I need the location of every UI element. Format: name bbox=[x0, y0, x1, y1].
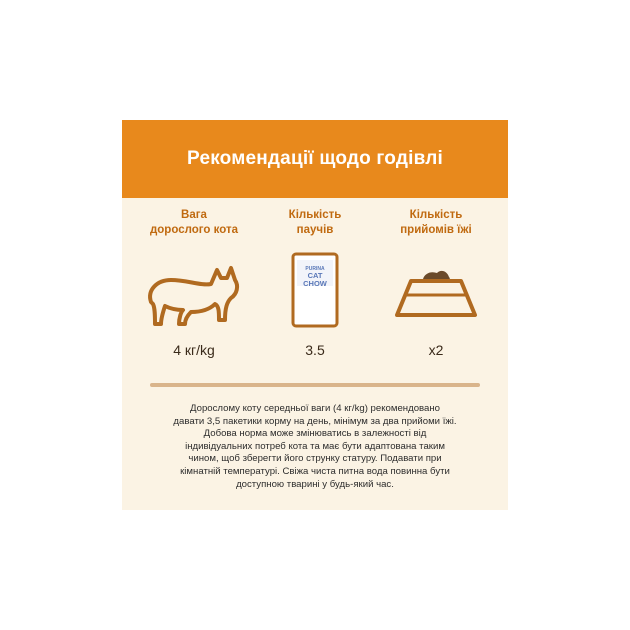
pouch-name-line2: CHOW bbox=[303, 279, 327, 288]
cat-silhouette-icon bbox=[136, 250, 252, 330]
meals-column-label bbox=[378, 208, 494, 238]
description-line: кімнатній температурі. Свіжа чиста питна вода повинна бути bbox=[180, 465, 450, 477]
pouch-name-line1: CAT bbox=[307, 271, 323, 280]
weight-label-line1: Вага bbox=[181, 209, 207, 221]
header-banner bbox=[122, 120, 508, 198]
weight-label-line2: дорослого кота bbox=[149, 224, 239, 236]
description-line: доступною тварині у будь-який час. bbox=[236, 478, 394, 490]
pouches-label-line2: паучів bbox=[296, 224, 334, 236]
description-line: чином, щоб зберегти його струнку статуру. Подавати при bbox=[188, 453, 442, 465]
description-line: Дорослому коту середньої ваги (4 кг/kg) рекомендовано bbox=[190, 403, 440, 414]
description-line: Добова норма може змінюватись в залежності від bbox=[203, 428, 427, 440]
weight-column-label bbox=[136, 208, 252, 238]
divider bbox=[150, 383, 480, 387]
description-line: індивідуальних потреб кота та має бути адаптована таким bbox=[185, 440, 445, 452]
pouches-value: 3.5 bbox=[305, 342, 325, 358]
meals-value: x2 bbox=[428, 342, 444, 358]
banner-title: Рекомендації щодо годівлі bbox=[187, 148, 443, 169]
pouches-column-label bbox=[257, 208, 373, 238]
pouches-label-line1: Кількість bbox=[288, 209, 342, 221]
pouch-brand-text: PURINA bbox=[305, 266, 325, 272]
meals-label-line2: прийомів їжі bbox=[400, 224, 472, 236]
feeding-recommendations-card bbox=[122, 120, 508, 510]
food-bowl-icon bbox=[378, 250, 494, 330]
description-line: давати 3,5 пакетики корму на день, мінімум за два прийоми їжі. bbox=[173, 415, 457, 427]
meals-label-line1: Кількість bbox=[409, 209, 463, 221]
pouch-icon bbox=[257, 250, 373, 330]
feeding-description bbox=[140, 403, 490, 491]
weight-value: 4 кг/kg bbox=[173, 342, 215, 358]
